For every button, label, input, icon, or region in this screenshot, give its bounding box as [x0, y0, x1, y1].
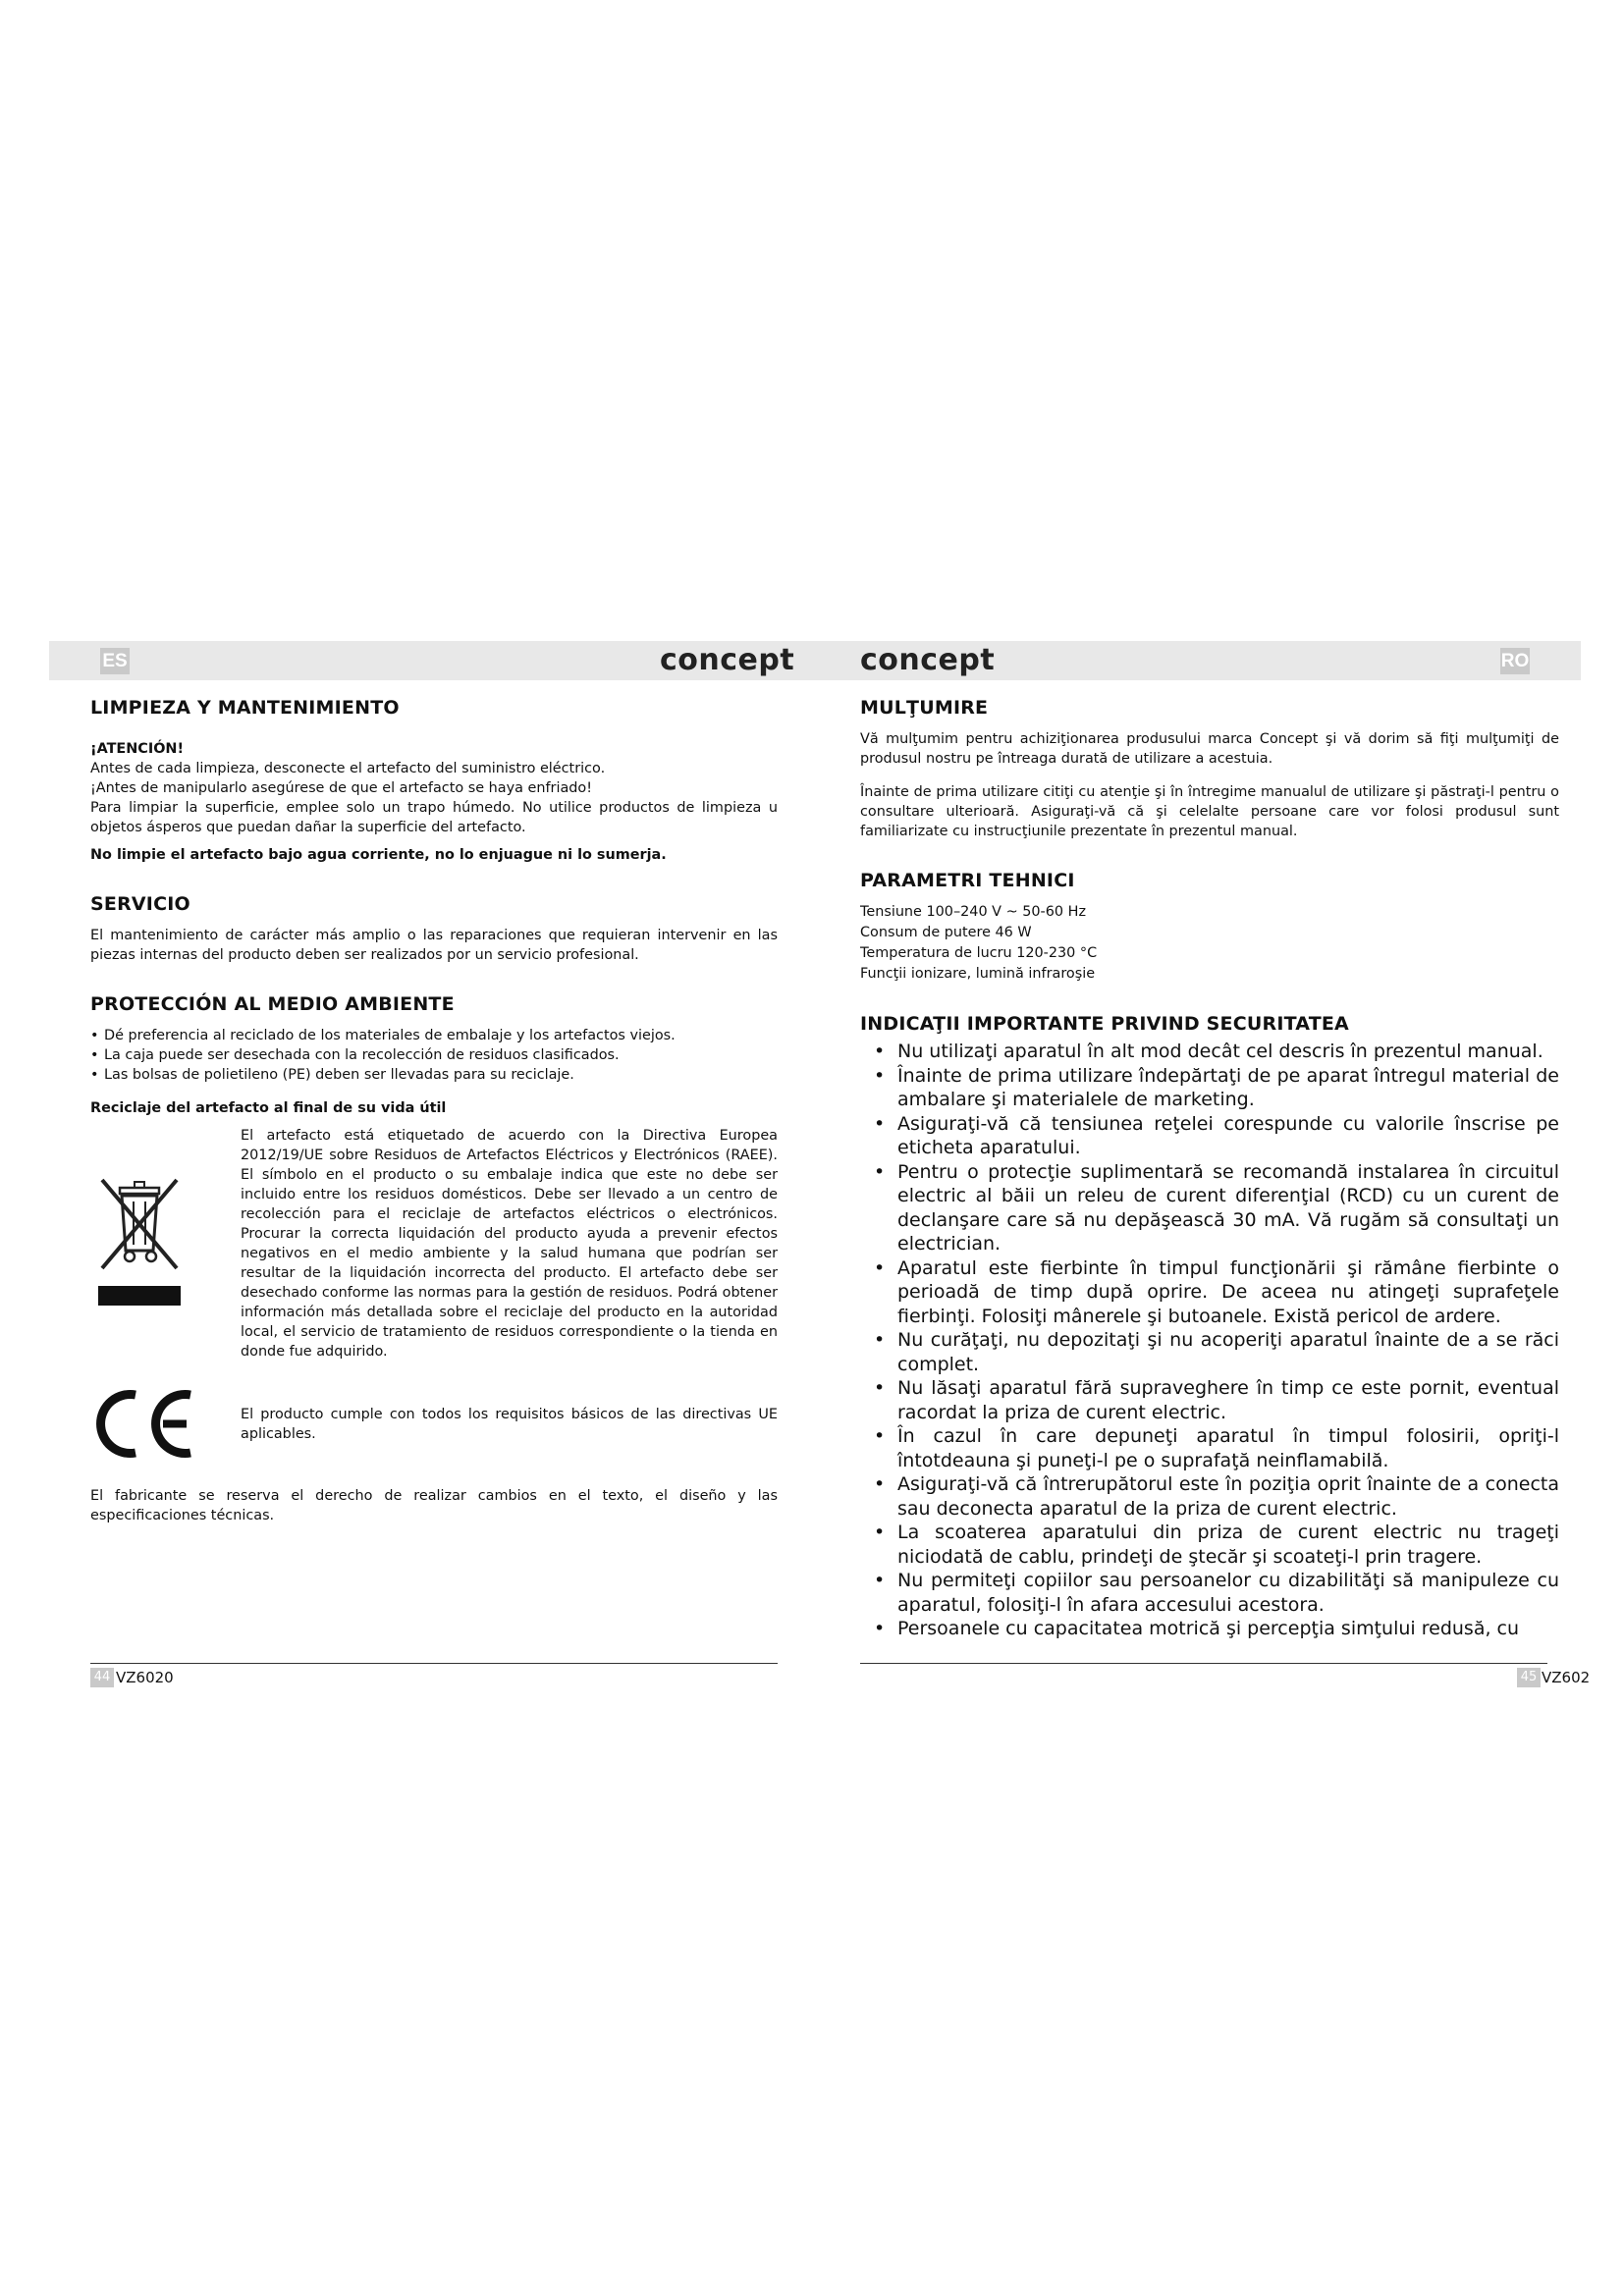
list-item: • În cazul în care depuneţi aparatul în timpul folosirii, opriţi-l întotdeauna şi puneţi-l pe o suprafaţă neinflamabilă. [860, 1424, 1559, 1472]
param-row: Tensiune 100–240 V ~ 50-60 Hz [860, 904, 1087, 920]
list-item: • Nu permiteţi copiilor sau persoanelor cu dizabilităţi să manipuleze cu aparatul, folosiţi-l în afara accesului acestora. [860, 1569, 1559, 1617]
list-item: • Nu lăsaţi aparatul fără supraveghere în timp ce este pornit, eventual racordat la priza de curent electric. [860, 1376, 1559, 1424]
ce-block [90, 1383, 778, 1457]
page-left [90, 698, 778, 1525]
lang-badge-es: ES [100, 648, 130, 674]
list-item: • Înainte de prima utilizare îndepărtaţi de pe aparat întregul material de ambalare şi materialele de marketing. [860, 1064, 1559, 1112]
manufacturer-note: El fabricante se reserva el derecho de realizar cambios en el texto, el diseño y las especificaciones técnicas. [90, 1488, 778, 1523]
footer-rule-right [860, 1663, 1547, 1664]
footer-rule-left [90, 1663, 778, 1664]
ce-text: El producto cumple con todos los requisitos básicos de las directivas UE aplicables. [241, 1407, 778, 1442]
list-item: • La caja puede ser desechada con la recolección de residuos clasificados. [90, 1045, 778, 1065]
section-title: PROTECCIÓN AL MEDIO AMBIENTE [90, 993, 455, 1015]
thanks-text: Vă mulţumim pentru achiziţionarea produsului marca Concept şi vă dorim să fiţi mulţumiţi de produsul nostru pe întreaga durată de utilizare a acestuia. [860, 731, 1559, 767]
weee-text: El artefacto está etiquetado de acuerdo con la Directiva Europea 2012/19/UE sobre Residuos de Artefactos Eléctricos y Electrónicos (RAEE). El símbolo en el producto o su embalaje indica que este no debe ser incluido entre los residuos domésticos. Debe ser llevado a un centro de recolección para el reciclaje de artefactos eléctricos o electrónicos. Procurar la correcta liquidación del producto ayuda a prevenir efectos negativos en el medio ambiente y la salud humana que podrían ser resultar de la liquidación incorrecta del producto. El artefacto debe ser desechado conforme las normas para la gestión de residuos. Podrá obtener información más detallada sobre el reciclaje del producto en la autoridad local, el servicio de tratamiento de residuos correspondiente o la tienda en donde fue adquirido. [241, 1128, 778, 1360]
attention-label: ¡ATENCIÓN! [90, 741, 185, 757]
section-title: MULŢUMIRE [860, 697, 989, 719]
intro-text: Înainte de prima utilizare citiţi cu atenţie şi în întregime manualul de utilizare şi păstraţi-l pentru o consultare ulterioară. Asiguraţi-vă că şi celelalte persoane care vor folosi produsul sunt familiarizate cu instrucţiunile prezentate în prezentul manual. [860, 784, 1559, 839]
param-row: Temperatura de lucru 120-230 °C [860, 945, 1098, 961]
section-title: PARAMETRI TEHNICI [860, 870, 1075, 891]
model-left: VZ6020 [116, 1669, 174, 1686]
weee-block [90, 1126, 778, 1383]
service-text: El mantenimiento de carácter más amplio o las reparaciones que requieran intervenir en las piezas internas del producto deben ser realizados por un servicio profesional. [90, 928, 778, 963]
list-item: • Nu curăţaţi, nu depozitaţi şi nu acoperiţi aparatul înainte de a se răci complet. [860, 1328, 1559, 1376]
param-row: Funcţii ionizare, lumină infraroşie [860, 966, 1096, 982]
logo-right: concept [860, 643, 996, 677]
list-item: • Asiguraţi-vă că tensiunea reţelei corespunde cu valorile înscrise pe eticheta aparatului. [860, 1112, 1559, 1160]
model-right: VZ602 [1542, 1669, 1591, 1686]
list-item: • Asiguraţi-vă că întrerupătorul este în poziţia oprit înainte de a conecta sau deconecta aparatul de la priza de curent electric. [860, 1472, 1559, 1521]
cleaning-line: ¡Antes de manipularlo asegúrese de que el artefacto se haya enfriado! [90, 780, 592, 796]
crossed-out-wheelie-bin-icon [90, 1170, 189, 1312]
list-item: • Las bolsas de polietileno (PE) deben ser llevadas para su reciclaje. [90, 1065, 778, 1085]
section-title: LIMPIEZA Y MANTENIMIENTO [90, 697, 400, 719]
logo-left: concept [660, 643, 795, 677]
list-item: • Pentru o protecţie suplimentară se recomandă instalarea în circuitul electric al băii un releu de curent diferenţial (RCD) cu un curent de declanşare care să nu depăşească 30 mA. Vă rugăm să consultaţi un electrician. [860, 1160, 1559, 1256]
page-number-left: 44 [90, 1668, 114, 1687]
cleaning-line: Para limpiar la superficie, emplee solo un trapo húmedo. No utilice productos de limpieza u objetos ásperos que puedan dañar la superficie del artefacto. [90, 800, 778, 835]
page-right [860, 698, 1559, 1641]
header-bar [49, 641, 1581, 680]
list-item: • La scoaterea aparatului din priza de curent electric nu trageţi niciodată de cablu, prindeţi de ştecăr şi scoateţi-l prin tragere. [860, 1521, 1559, 1569]
safety-list [860, 1040, 1559, 1641]
environment-list [90, 1026, 778, 1085]
page-number-right: 45 [1517, 1668, 1541, 1687]
ce-mark-icon [90, 1387, 198, 1461]
param-row: Consum de putere 46 W [860, 925, 1032, 940]
list-item: • Aparatul este fierbinte în timpul funcţionării şi rămâne fierbinte o perioadă de timp după oprire. De aceea nu atingeţi suprafeţele fierbinţi. Folosiţi mânerele şi butoanele. Există pericol de ardere. [860, 1256, 1559, 1329]
list-item: • Dé preferencia al reciclado de los materiales de embalaje y los artefactos viejos. [90, 1026, 778, 1045]
cleaning-warning: No limpie el artefacto bajo agua corriente, no lo enjuague ni lo sumerja. [90, 847, 667, 863]
list-item: • Nu utilizaţi aparatul în alt mod decât cel descris în prezentul manual. [860, 1040, 1559, 1064]
list-item: • Persoanele cu capacitatea motrică şi percepţia simţului redusă, cu [860, 1617, 1559, 1641]
lang-badge-ro: RO [1500, 648, 1530, 674]
section-title: SERVICIO [90, 893, 190, 915]
tech-params [860, 902, 1559, 985]
recycling-subtitle: Reciclaje del artefacto al final de su vida útil [90, 1100, 447, 1116]
cleaning-line: Antes de cada limpieza, desconecte el artefacto del suministro eléctrico. [90, 761, 606, 776]
section-title: INDICAŢII IMPORTANTE PRIVIND SECURITATEA [860, 1013, 1349, 1035]
